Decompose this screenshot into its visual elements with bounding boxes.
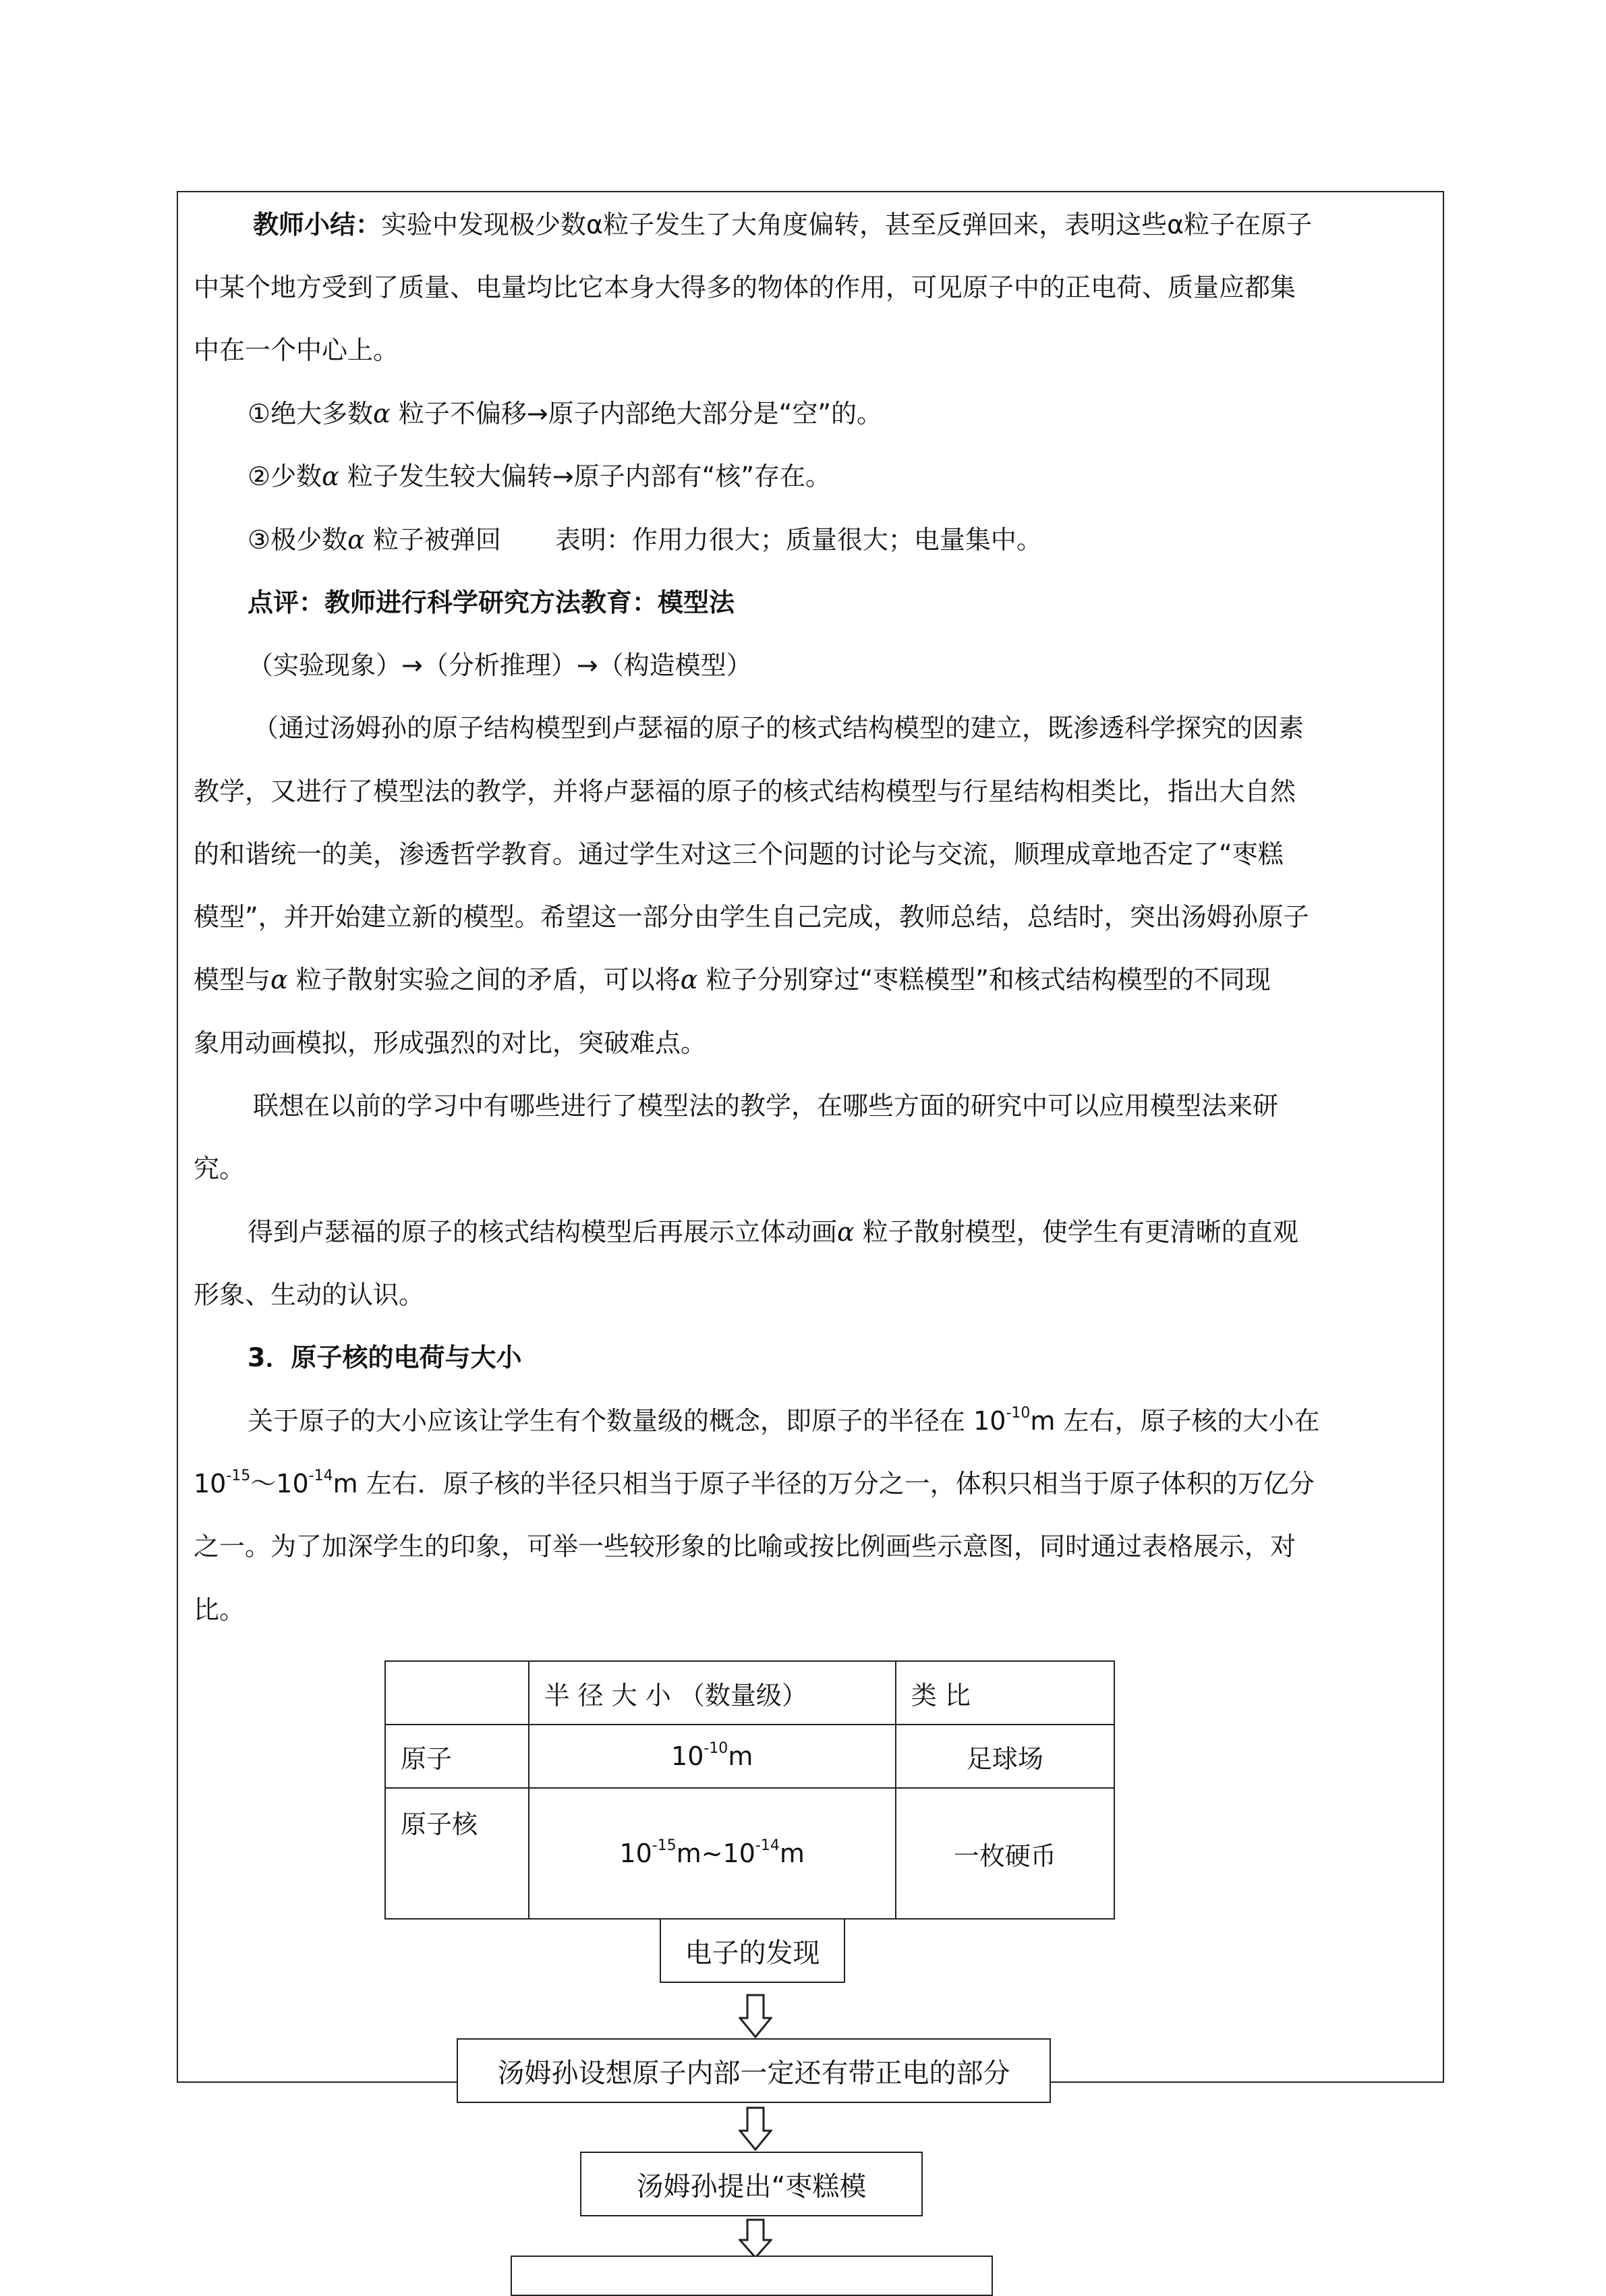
table-header-row bbox=[385, 1661, 1114, 1725]
comment-line-5: 模型与α 粒子散射实验之间的矛盾，可以将α 粒子分别穿过“枣糕模型”和核式结构模型的不同现 bbox=[194, 965, 1271, 995]
alpha-symbol: α bbox=[837, 1217, 855, 1247]
size-comparison-table bbox=[384, 1660, 1115, 1920]
row-label-nucleus: 原子核 bbox=[385, 1788, 529, 1919]
atom-radius: $10^{-10}m$ bbox=[529, 1725, 896, 1788]
comment-line-6: 象用动画模拟，形成强烈的对比，突破难点。 bbox=[194, 1028, 707, 1058]
summary-lead: 教师小结： bbox=[253, 210, 382, 240]
comment-title: 点评：教师进行科学研究方法教育：模型法 bbox=[248, 588, 735, 617]
table-row bbox=[385, 1725, 1114, 1788]
down-arrow-icon bbox=[739, 2106, 772, 2151]
section-3-title: 3．原子核的电荷与大小 bbox=[248, 1343, 522, 1372]
table-header-empty bbox=[385, 1661, 529, 1725]
section-3-line-4: 比。 bbox=[194, 1595, 246, 1625]
comment-line-4: 模型”，并开始建立新的模型。希望这一部分由学生自己完成，教师总结，总结时，突出汤姆孙原子 bbox=[194, 902, 1309, 932]
assoc-line-1: 联想在以前的学习中有哪些进行了模型法的教学，在哪些方面的研究中可以应用模型法来研 bbox=[253, 1091, 1279, 1121]
down-arrow-icon bbox=[739, 1994, 772, 2038]
down-arrow-icon bbox=[739, 2218, 772, 2259]
comment-line-2: 教学，又进行了模型法的教学，并将卢瑟福的原子的核式结构模型与行星结构相类比，指出大自然 bbox=[194, 777, 1296, 806]
comment-line-1: （通过汤姆孙的原子结构模型到卢瑟福的原子的核式结构模型的建立，既渗透科学探究的因素 bbox=[253, 713, 1304, 743]
flow-box-plum-pudding-model: 汤姆孙提出“枣糕模 bbox=[580, 2152, 923, 2216]
table-header-analogy: 类 比 bbox=[896, 1661, 1114, 1725]
after-line-2: 形象、生动的认识。 bbox=[194, 1280, 425, 1310]
alpha-symbol: α bbox=[270, 965, 288, 995]
point-3: ③极少数α 粒子被弹回 表明：作用力很大；质量很大；电量集中。 bbox=[248, 525, 1042, 555]
alpha-symbol: α bbox=[322, 461, 339, 491]
nucleus-radius: $10^{-15}m\sim 10^{-14}m$ bbox=[529, 1788, 896, 1919]
section-3-line-2: $10^{-15}\sim 10^{-14}m$ 左右．原子核的半径只相当于原子半径的万分之一，体积只相当于原子体积的万亿分 bbox=[194, 1467, 1315, 1499]
comment-flow: （实验现象）→（分析推理）→（构造模型） bbox=[248, 650, 752, 680]
point-1: ①绝大多数α 粒子不偏移→原子内部绝大部分是“空”的。 bbox=[248, 399, 883, 428]
summary-line-2: 中某个地方受到了质量、电量均比它本身大得多的物体的作用，可见原子中的正电荷、质量应都集 bbox=[194, 273, 1296, 302]
flow-box-thomson-hypothesis: 汤姆孙设想原子内部一定还有带正电的部分 bbox=[457, 2038, 1051, 2103]
section-3-line-3: 之一。为了加深学生的印象，可举一些较形象的比喻或按比例画些示意图，同时通过表格展示，对 bbox=[194, 1532, 1296, 1561]
row-label-atom: 原子 bbox=[385, 1725, 529, 1788]
flow-box-electron-discovery: 电子的发现 bbox=[660, 1918, 845, 1983]
table-header-radius: 半 径 大 小 （数量级） bbox=[529, 1661, 896, 1725]
section-3-line-1: 关于原子的大小应该让学生有个数量级的概念，即原子的半径在 $10^{-10}m$ 左右，原子核的大小在 bbox=[248, 1405, 1320, 1436]
alpha-symbol: α bbox=[373, 399, 391, 428]
alpha-symbol: α bbox=[347, 525, 365, 555]
comment-line-3: 的和谐统一的美，渗透哲学教育。通过学生对这三个问题的讨论与交流，顺理成章地否定了“枣糕 bbox=[194, 839, 1284, 869]
assoc-line-2: 究。 bbox=[194, 1154, 246, 1183]
summary-line-3: 中在一个中心上。 bbox=[194, 335, 399, 365]
after-line-1: 得到卢瑟福的原子的核式结构模型后再展示立体动画α 粒子散射模型，使学生有更清晰的直观 bbox=[248, 1217, 1298, 1247]
alpha-symbol: α bbox=[680, 965, 698, 995]
table-row bbox=[385, 1788, 1114, 1919]
summary-line-1: 教师小结：实验中发现极少数α粒子发生了大角度偏转，甚至反弹回来，表明这些α粒子在原子 bbox=[253, 210, 1313, 240]
flow-box-next bbox=[511, 2256, 993, 2296]
point-2: ②少数α 粒子发生较大偏转→原子内部有“核”存在。 bbox=[248, 461, 832, 491]
atom-analogy: 足球场 bbox=[896, 1725, 1114, 1788]
nucleus-analogy: 一枚硬币 bbox=[896, 1788, 1114, 1919]
